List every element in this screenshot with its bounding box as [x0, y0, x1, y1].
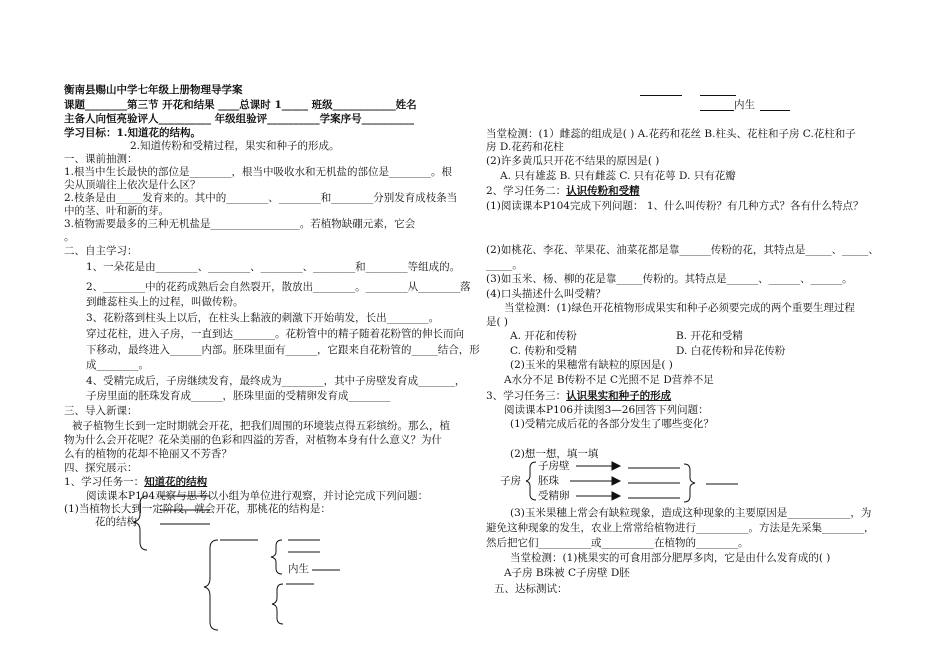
- t2-option-c: C. 传粉和受精: [510, 345, 577, 357]
- t2-q2: (2)如桃花、李花、苹果花、油菜花都是靠______传粉的花，其特点是_____、_____、: [486, 244, 879, 256]
- t2-option-d: D. 白花传粉和异花传粉: [676, 345, 786, 357]
- s1-q3a: 3.植物需要最多的三种无机盐是_________________。若植物缺硼元素，它会: [64, 218, 416, 230]
- section-1-title: 一、课前抽测：: [64, 153, 138, 165]
- t3-q3b: 避免这种现象的发生，农业上常常给植物进行__________。方法是先采集________，: [486, 522, 875, 534]
- t2-option-b: B. 开花和受精: [676, 330, 743, 342]
- flower-structure-label: 花的结构: [95, 516, 137, 528]
- s2-q2a: 2、________中的花药成熟后会自然裂开，散放出________。________从________落: [86, 281, 471, 293]
- s1-q2b: 中的茎、叶和新的芽。: [64, 205, 169, 217]
- task-1-prefix: 1、学习任务一：: [64, 476, 145, 488]
- t3-read: 阅读课本P106并读图3—26回答下列问题：: [504, 404, 709, 416]
- s1-q2a: 2.枝条是由_____发育来的。其中的________、________和________分别发育成枝条当: [64, 192, 458, 204]
- t2-check-a: 当堂检测：(1)绿色开花植物形成果实和种子必须要完成的两个重要生理过程: [504, 302, 855, 314]
- t2-check2-options: A水分不足 B传粉不足 C光照不足 D营养不足: [504, 374, 714, 386]
- check2-options: A. 只有雄蕊 B. 只有雌蕊 C. 只有花萼 D. 只有花瓣: [500, 170, 736, 182]
- t3-q3c: 然后把它们__________或__________在植物的________。: [486, 537, 749, 549]
- s1-q1a: 1.根当中生长最快的部位是________，根当中吸收水和无机盐的部位是________。根: [64, 166, 453, 178]
- task-3-prefix: 3、学习任务三：: [486, 390, 567, 402]
- ovary-wall-label: 子房壁: [538, 460, 570, 472]
- ovule-label: 胚珠: [538, 475, 559, 487]
- neisheng-label-left: 内生: [288, 563, 309, 575]
- check1-b: 房 D.花药和花柱: [486, 141, 564, 153]
- s2-q2b: 到雌蕊柱头上的过程，叫做传粉。: [86, 296, 244, 308]
- section-3-title: 三、导入新课：: [64, 405, 138, 417]
- s1-q3b: 。: [64, 231, 75, 243]
- s3-p2: 物为什么会开花呢？花朵美丽的色彩和四溢的芳香，对植物本身有什么意义？为什: [64, 434, 442, 446]
- task-3-title: 认识果实和种子的形成: [566, 390, 672, 402]
- t2-q4: (4)口头描述什么叫受精？: [486, 288, 606, 300]
- arrow-head: [612, 462, 620, 470]
- topic-row: 课题________第三节 开花和结果 ____总课时 1_____ 班级____________姓名: [64, 99, 417, 111]
- goal-1: 学习目标：1.知道花的结构。: [64, 127, 201, 139]
- s2-q3c: 下移动，最终进入______内部。胚珠里面有______，它跟来自花粉管的_____结合，形: [86, 344, 480, 356]
- t3-check-options: A子房 B珠被 C子房壁 D胚: [504, 567, 630, 579]
- t2-q3: (3)如玉米、杨、柳的花是靠_____传粉的。其特点是______、______、______。: [486, 273, 853, 285]
- prep-row: 主备人向恒亮验评人__________ 年级组验评__________学案序号__________: [64, 113, 415, 125]
- school-title: 衡南县赐山中学七年级上册物理导学案: [64, 84, 243, 96]
- section-2-title: 二、自主学习：: [64, 245, 138, 257]
- task-1-read: 阅读课本P104观察与思考以小组为单位进行观察，并讨论完成下列问题：: [86, 490, 429, 502]
- t3-q1: (1)受精完成后花的各部分发生了哪些变化？: [510, 418, 714, 430]
- t3-check: 当堂检测：(1)桃果实的可食用部分肥厚多肉，它是由什么发育成的( ): [510, 552, 831, 564]
- ovary-label: 子房: [500, 475, 521, 487]
- s2-q3d: 成________。: [86, 359, 149, 371]
- t3-q2: (2)想一想，填一填: [510, 448, 599, 460]
- task-2-prefix: 2、学习任务二：: [486, 185, 567, 197]
- arrow-head: [612, 492, 620, 500]
- ovary-brace: [526, 462, 536, 500]
- t2-q1: (1)阅读课本P104完成下列问题： 1、什么叫传粉？有几种方式？各有什么特点？: [486, 200, 864, 212]
- s2-q4a: 4、受精完成后，子房继续发育，最终成为________，其中子房壁发育成_______，: [86, 375, 466, 387]
- check1-a: 当堂检测：(1）雌蕊的组成是( ) A.花药和花丝 B.柱头、花柱和子房 C.花柱和子: [486, 128, 856, 140]
- arrow-head: [612, 477, 620, 485]
- task-1-title: 知道花的结构: [144, 476, 208, 488]
- t2-option-a: A. 开花和传粉: [510, 330, 577, 342]
- s3-p3: 么有的植物的花却不艳丽又不芳香？: [64, 448, 232, 460]
- s2-q4b: 子房里面的胚珠发育成______，胚珠里面的受精卵发育成________: [86, 390, 391, 402]
- t3-q3a: (3)玉米果穗上常会有缺粒现象，造成这种现象的主要原因是____________，为: [510, 507, 872, 519]
- section-4-title: 四、探究展示：: [64, 462, 138, 474]
- fertilized-egg-label: 受精卵: [538, 490, 570, 502]
- s1-q1b: 尖从顶端往上依次是什么区？: [64, 179, 201, 191]
- result-brace: [684, 464, 695, 502]
- s2-q3b: 穿过花柱，进入子房，一直到达________。花粉管中的精子随着花粉管的伸长而向: [86, 328, 464, 340]
- task-2-title: 认识传粉和受精: [566, 185, 640, 197]
- task-1-q1: (1)当植物长大到一定阶段，就会开花，那桃花的结构是：: [64, 503, 331, 515]
- s2-q3a: 3、花粉落到柱头上以后，在柱头上黏液的刺激下开始萌发，长出________。: [86, 312, 440, 324]
- s3-p1: 被子植物生长到一定时期就会开花，把我们周围的环境装点得五彩缤纷。那么，植: [72, 420, 450, 432]
- s2-q1: 1、一朵花是由________、________、________、________和________等组成的。: [86, 261, 461, 273]
- t2-check2: (2)玉米的果穗常有缺粒的原因是( ): [510, 359, 673, 371]
- section-5-title: 五、达标测试：: [494, 583, 568, 595]
- check2-question: (2)许多黄瓜只开花不结果的原因是( ): [486, 155, 660, 167]
- t2-q2b: _____。: [486, 259, 523, 271]
- goal-2: 2.知道传粉和受精过程，果实和种子的形成。: [130, 140, 340, 152]
- t2-check-b: 是( ): [486, 316, 509, 328]
- neisheng-label-right: 内生: [734, 99, 755, 111]
